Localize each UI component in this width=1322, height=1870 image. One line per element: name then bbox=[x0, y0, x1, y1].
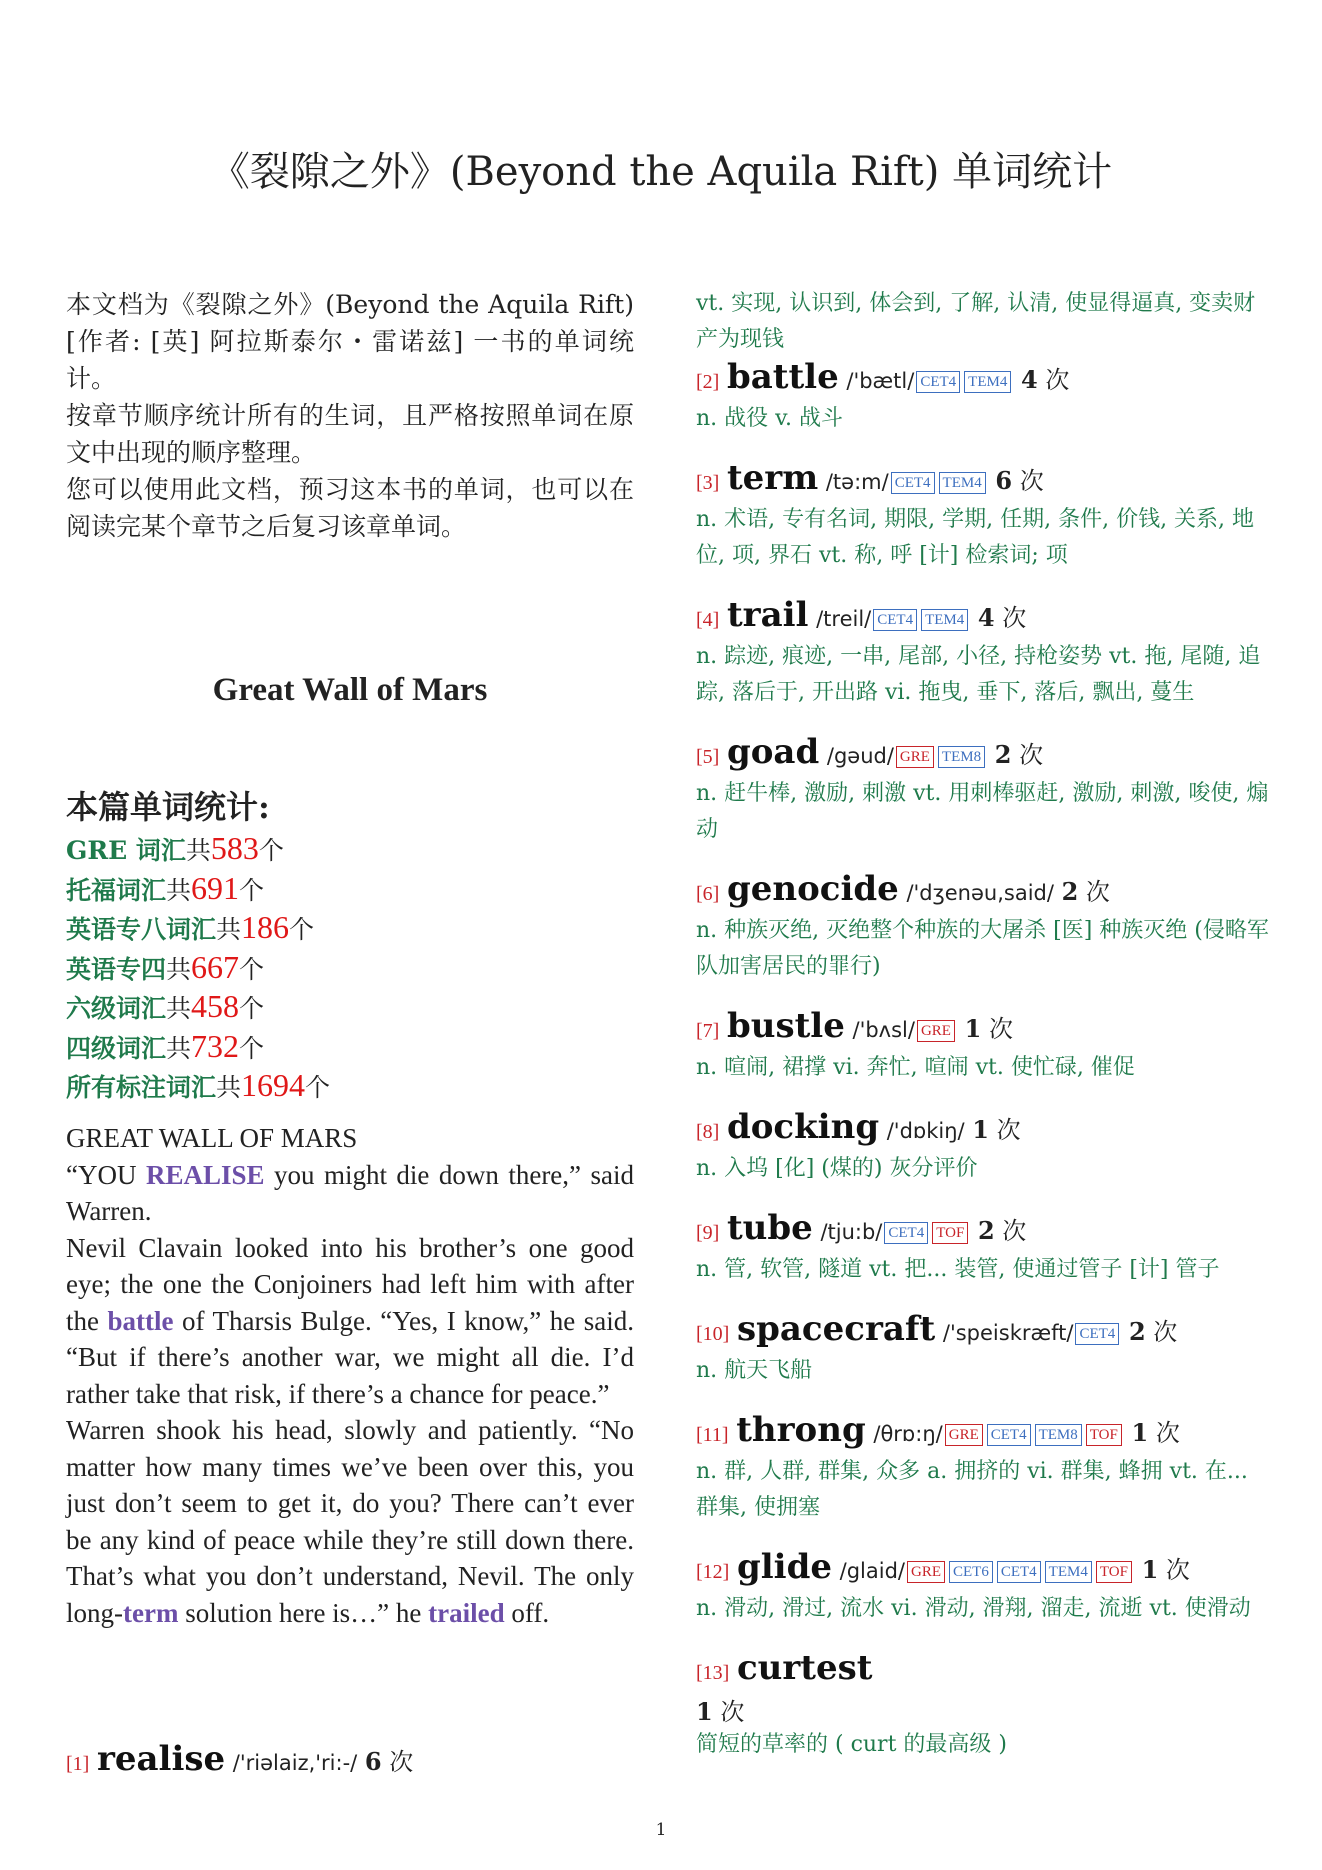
stat-number: 732 bbox=[191, 1027, 240, 1064]
stat-number: 667 bbox=[191, 948, 240, 985]
level-tag: CET4 bbox=[997, 1561, 1041, 1583]
stat-label: 四级词汇 bbox=[66, 1033, 167, 1063]
entry-head bbox=[696, 1548, 1276, 1591]
entry-count: 1 次 bbox=[696, 1697, 745, 1726]
entry-head bbox=[696, 596, 1276, 639]
entry-head bbox=[696, 1310, 1276, 1353]
stat-label: 英语专八词汇 bbox=[66, 915, 217, 944]
level-tag: CET4 bbox=[891, 472, 935, 494]
stat-unit: 个 bbox=[305, 1073, 331, 1102]
vocab-entry bbox=[696, 1007, 1276, 1086]
entry-phonetic: /'speiskræft/ bbox=[942, 1321, 1074, 1345]
highlight-word: trailed bbox=[428, 1597, 505, 1628]
stat-number: 186 bbox=[241, 909, 290, 945]
story-text bbox=[66, 1120, 634, 1631]
vocab-entries bbox=[696, 358, 1276, 1763]
entry-count: 6 次 bbox=[364, 1747, 414, 1776]
entry-phonetic: /'riəlaiz,'ri:-/ bbox=[232, 1751, 358, 1775]
entry-word: genocide bbox=[726, 869, 899, 909]
entry-definition: n. 种族灭绝, 灭绝整个种族的大屠杀 [医] 种族灭绝 (侵略军队加害居民的罪行) bbox=[696, 918, 1269, 979]
entry-word: term bbox=[726, 458, 819, 498]
entry-word: throng bbox=[736, 1410, 866, 1450]
intro-paragraph: 按章节顺序统计所有的生词，且严格按照单词在原文中出现的顺序整理。 bbox=[66, 401, 634, 467]
stat-line bbox=[66, 870, 634, 910]
vocab-entry bbox=[66, 1740, 634, 1783]
entry-count: 1 次 bbox=[1141, 1555, 1190, 1584]
entry-phonetic: /glaid/ bbox=[839, 1559, 905, 1583]
stats-heading: 本篇单词统计: bbox=[66, 788, 270, 826]
stat-label: GRE 词汇 bbox=[66, 836, 186, 865]
stat-number: 583 bbox=[210, 830, 259, 866]
entry-phonetic: /'dɒkiŋ/ bbox=[886, 1119, 965, 1143]
stat-number: 1694 bbox=[241, 1067, 306, 1103]
vocab-list bbox=[696, 286, 1276, 1785]
entry-index: [6] bbox=[696, 883, 720, 905]
entry-definition: n. 群, 人群, 群集, 众多 a. 拥挤的 vi. 群集, 蜂拥 vt. 在... 群集, 使拥塞 bbox=[696, 1459, 1248, 1520]
stat-rest: 共 bbox=[166, 1033, 192, 1063]
entry-index: [3] bbox=[696, 472, 720, 494]
entry-count: 1 次 bbox=[964, 1014, 1013, 1043]
level-tag: CET4 bbox=[916, 371, 960, 393]
stat-rest: 共 bbox=[166, 994, 192, 1023]
stat-number: 458 bbox=[191, 988, 240, 1024]
entry-count: 4 次 bbox=[977, 603, 1027, 632]
entry-word: trail bbox=[726, 595, 809, 635]
vocab-entry bbox=[696, 596, 1276, 711]
entry-word: docking bbox=[726, 1107, 880, 1147]
stat-label: 托福词汇 bbox=[66, 875, 167, 905]
level-tag: TEM4 bbox=[921, 609, 968, 631]
entry-word: battle bbox=[726, 357, 839, 397]
entry-index: [2] bbox=[696, 371, 720, 393]
highlight-word: REALISE bbox=[145, 1159, 265, 1190]
entry-definition: n. 战役 v. 战斗 bbox=[696, 406, 843, 431]
entry-head bbox=[696, 1411, 1276, 1454]
entry-count: 6 次 bbox=[995, 466, 1044, 495]
page-number: 1 bbox=[655, 1820, 667, 1840]
level-tag: GRE bbox=[917, 1020, 955, 1042]
stat-line bbox=[66, 909, 634, 949]
entry-index: [1] bbox=[66, 1753, 90, 1775]
entry-head bbox=[696, 1209, 1276, 1252]
entry-definition: n. 踪迹, 痕迹, 一串, 尾部, 小径, 持枪姿势 vt. 拖, 尾随, 追踪, 落后于, 开出路 vi. 拖曳, 垂下, 落后, 飘出, 蔓生 bbox=[696, 644, 1261, 705]
entry-word: curtest bbox=[736, 1648, 873, 1688]
stat-label: 六级词汇 bbox=[66, 994, 167, 1023]
story-heading: GREAT WALL OF MARS bbox=[66, 1123, 358, 1153]
level-tag: TEM4 bbox=[939, 472, 986, 494]
entry-index: [5] bbox=[696, 746, 720, 768]
vocab-entry bbox=[696, 870, 1276, 985]
vocab-entry bbox=[696, 1548, 1276, 1627]
entry-definition: n. 赶牛棒, 激励, 刺激 vt. 用刺棒驱赶, 激励, 刺激, 唆使, 煽动 bbox=[696, 781, 1269, 842]
level-tag: CET6 bbox=[949, 1561, 993, 1583]
entry-head bbox=[696, 1007, 1276, 1050]
entry-head bbox=[696, 358, 1276, 401]
stat-unit: 个 bbox=[239, 875, 265, 905]
highlight-word: battle bbox=[107, 1305, 174, 1336]
entry-head bbox=[696, 1108, 1276, 1151]
entry-phonetic: /'bʌsl/ bbox=[852, 1018, 915, 1042]
entry-phonetic: /'bætl/ bbox=[846, 369, 915, 393]
stat-line bbox=[66, 1028, 634, 1068]
entry-index: [11] bbox=[696, 1424, 729, 1446]
level-tag: TEM8 bbox=[1035, 1424, 1082, 1446]
entry-phonetic: /tju:b/ bbox=[820, 1220, 883, 1244]
vocab-entry bbox=[696, 459, 1276, 574]
level-tag: CET4 bbox=[873, 609, 917, 631]
entry-head bbox=[696, 459, 1276, 502]
page-title: 《裂隙之外》(Beyond the Aquila Rift) 单词统计 bbox=[209, 149, 1113, 195]
vocab-entry bbox=[696, 1108, 1276, 1187]
entry-count: 2 次 bbox=[1128, 1317, 1178, 1346]
entry-phonetic: /gəud/ bbox=[826, 744, 894, 768]
highlight-word: term bbox=[123, 1597, 179, 1628]
entry-definition: n. 入坞 [化] (煤的) 灰分评价 bbox=[696, 1156, 978, 1181]
stat-unit: 个 bbox=[239, 994, 265, 1023]
level-tag: TEM4 bbox=[964, 371, 1011, 393]
stat-line bbox=[66, 988, 634, 1028]
entry-index: [13] bbox=[696, 1662, 730, 1684]
stat-rest: 共 bbox=[216, 915, 242, 944]
stat-line bbox=[66, 949, 634, 989]
entry-phonetic: /θrɒ:ŋ/ bbox=[873, 1422, 943, 1446]
entry-word: glide bbox=[736, 1547, 832, 1587]
entry-head bbox=[696, 733, 1276, 776]
level-tag: CET4 bbox=[1075, 1323, 1119, 1345]
entry-index: [10] bbox=[696, 1323, 730, 1345]
entry-count: 1 次 bbox=[972, 1115, 1021, 1144]
entry-definition: n. 喧闹, 裙撑 vi. 奔忙, 喧闹 vt. 使忙碌, 催促 bbox=[696, 1055, 1135, 1080]
stat-rest: 共 bbox=[185, 836, 211, 865]
vocab-entry bbox=[696, 358, 1276, 437]
entry-count: 4 次 bbox=[1020, 365, 1070, 394]
stat-label: 所有标注词汇 bbox=[66, 1073, 217, 1102]
entry-head bbox=[66, 1740, 634, 1783]
level-tag: TOF bbox=[932, 1222, 968, 1244]
vocab-entry bbox=[696, 733, 1276, 848]
entry-definition: n. 航天飞船 bbox=[696, 1358, 813, 1383]
intro-paragraph: 本文档为《裂隙之外》(Beyond the Aquila Rift)[作者: [英] 阿拉斯泰尔・雷诺兹] 一书的单词统计。 bbox=[66, 290, 634, 393]
stat-line bbox=[66, 1067, 634, 1107]
entry-definition: 简短的草率的 ( curt 的最高级 ) bbox=[696, 1732, 1007, 1757]
stats-block bbox=[66, 782, 634, 1107]
entry-count: 2 次 bbox=[1061, 877, 1110, 906]
story-paragraph: Warren shook his head, slowly and patiently. “No matter how many times we’ve been over this, you just don’t seem to get it, do you? There can’t ever be any kind of peace while they’re still down there. That’s what you don’t understand, Nevil. The only long-term solution here is…” he trailed off. bbox=[66, 1415, 634, 1628]
vocab-entry bbox=[696, 1649, 1276, 1763]
level-tag: CET4 bbox=[884, 1222, 928, 1244]
entry-index: [9] bbox=[696, 1222, 720, 1244]
entry-index: [7] bbox=[696, 1020, 720, 1042]
stat-number: 691 bbox=[191, 869, 240, 906]
entry-phonetic: /'dʒenəu,said/ bbox=[906, 881, 1054, 905]
entry-index: [8] bbox=[696, 1121, 720, 1143]
vocab-entry bbox=[696, 1411, 1276, 1526]
vocab-entry bbox=[696, 1209, 1276, 1288]
story-paragraph: Nevil Clavain looked into his brother’s one good eye; the one the Conjoiners had left him with after the battle of Tharsis Bulge. “Yes, I know,” he said. “But if there’s another war, we might all die. I’d rather take that risk, if there’s a chance for peace.” bbox=[66, 1232, 634, 1409]
level-tag: TOF bbox=[1086, 1424, 1122, 1446]
intro-paragraph: 您可以使用此文档，预习这本书的单词，也可以在阅读完某个章节之后复习该章单词。 bbox=[66, 475, 634, 541]
stats-list bbox=[66, 830, 634, 1107]
entry-definition: n. 管, 软管, 隧道 vt. 把... 装管, 使通过管子 [计] 管子 bbox=[696, 1257, 1220, 1282]
entry-count: 1 次 bbox=[1131, 1418, 1180, 1447]
stat-unit: 个 bbox=[289, 915, 315, 944]
stat-line bbox=[66, 830, 634, 870]
level-tag: GRE bbox=[896, 746, 934, 768]
stat-label: 英语专四 bbox=[66, 954, 167, 984]
entry-head bbox=[696, 1649, 1276, 1692]
level-tag: TEM8 bbox=[938, 746, 985, 768]
level-tag: GRE bbox=[945, 1424, 983, 1446]
chapter-title: Great Wall of Mars bbox=[212, 672, 488, 708]
entry-word: tube bbox=[726, 1208, 813, 1248]
entry-word: spacecraft bbox=[736, 1309, 936, 1349]
level-tag: GRE bbox=[907, 1561, 945, 1583]
entry-count: 2 次 bbox=[994, 740, 1044, 769]
entry-head bbox=[696, 870, 1276, 913]
story-paragraph: “YOU REALISE you might die down there,” said Warren. bbox=[66, 1159, 634, 1226]
entry-definition: n. 术语, 专有名词, 期限, 学期, 任期, 条件, 价钱, 关系, 地位, 项, 界石 vt. 称, 呼 [计] 检索词; 项 bbox=[696, 507, 1255, 568]
entry-definition: n. 滑动, 滑过, 流水 vi. 滑动, 滑翔, 溜走, 流逝 vt. 使滑动 bbox=[696, 1596, 1251, 1621]
stat-rest: 共 bbox=[166, 954, 192, 984]
entry-index: [4] bbox=[696, 609, 720, 631]
stat-unit: 个 bbox=[239, 954, 265, 984]
entry-definition: vt. 实现, 认识到, 体会到, 了解, 认清, 使显得逼真, 变卖财产为现钱 bbox=[696, 291, 1256, 352]
entry-word: bustle bbox=[726, 1006, 845, 1046]
level-tag: CET4 bbox=[987, 1424, 1031, 1446]
level-tag: TEM4 bbox=[1045, 1561, 1092, 1583]
entry-word: realise bbox=[96, 1739, 226, 1779]
entry-index: [12] bbox=[696, 1561, 730, 1583]
level-tag: TOF bbox=[1096, 1561, 1132, 1583]
entry-phonetic: /tə:m/ bbox=[825, 470, 889, 494]
entry-count: 2 次 bbox=[977, 1216, 1027, 1245]
intro bbox=[66, 286, 634, 545]
vocab-entry bbox=[696, 1310, 1276, 1389]
stat-rest: 共 bbox=[166, 875, 192, 905]
stat-unit: 个 bbox=[258, 836, 284, 865]
stat-unit: 个 bbox=[239, 1033, 265, 1063]
entry-phonetic: /treil/ bbox=[816, 607, 872, 631]
stat-rest: 共 bbox=[216, 1073, 242, 1102]
entry-word: goad bbox=[726, 732, 820, 772]
